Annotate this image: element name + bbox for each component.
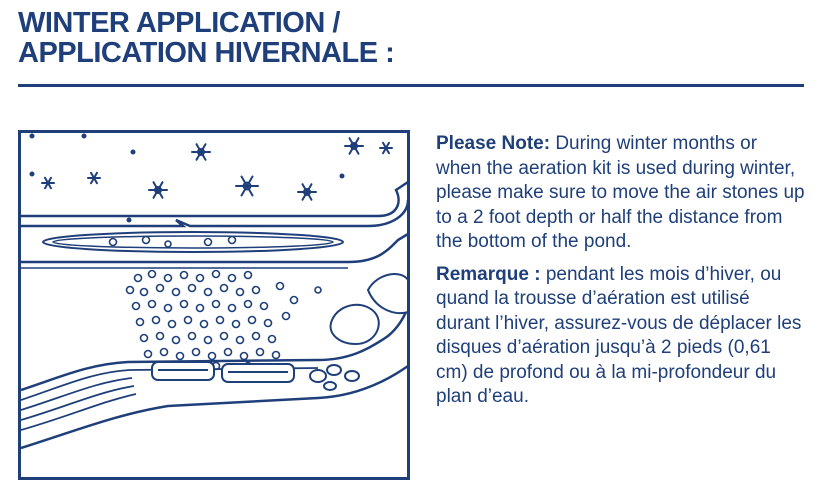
snowflake-icon [345,138,363,154]
snow-dots [30,134,345,223]
note-french-body: pendant les mois d’hiver, ou quand la trousse d’aération est utilisé durant l’hiver, assurez-vous de déplacer les disques d’aération jusqu’à 2 pieds (0,61 cm) de profond ou à la mi-profondeur du plan d’eau. [436,263,802,407]
snowflake-icon [298,184,316,200]
note-english [436,132,806,255]
title-line-french: APPLICATION HIVERNALE : [18,37,395,69]
snowflake-icon [236,177,258,196]
ice-sheet [21,182,408,226]
note-english-lead: Please Note: [436,133,551,154]
page-title [18,8,394,68]
air-stone-icon [152,362,294,382]
winter-pond-illustration [18,130,410,480]
snowflake-icon [380,143,392,153]
title-divider [18,84,804,87]
title-line-english: WINTER APPLICATION / [18,7,340,39]
note-english-body: During winter months or when the aeration kit is used during winter, please make sure to move the air stones up to a 2 foot depth or half the distance from the bottom of the pond. [436,133,805,252]
note-french-lead: Remarque : [436,263,541,285]
snowflake-icon [88,173,100,183]
snowflake-icon [42,178,54,188]
snowflake-icon [192,144,210,160]
air-bubble-icon [110,237,322,374]
instructions-panel [436,132,806,418]
note-french [436,263,806,410]
snowflake-icon [149,182,167,198]
ice-hole [43,232,343,252]
snowflake-group [42,138,392,200]
